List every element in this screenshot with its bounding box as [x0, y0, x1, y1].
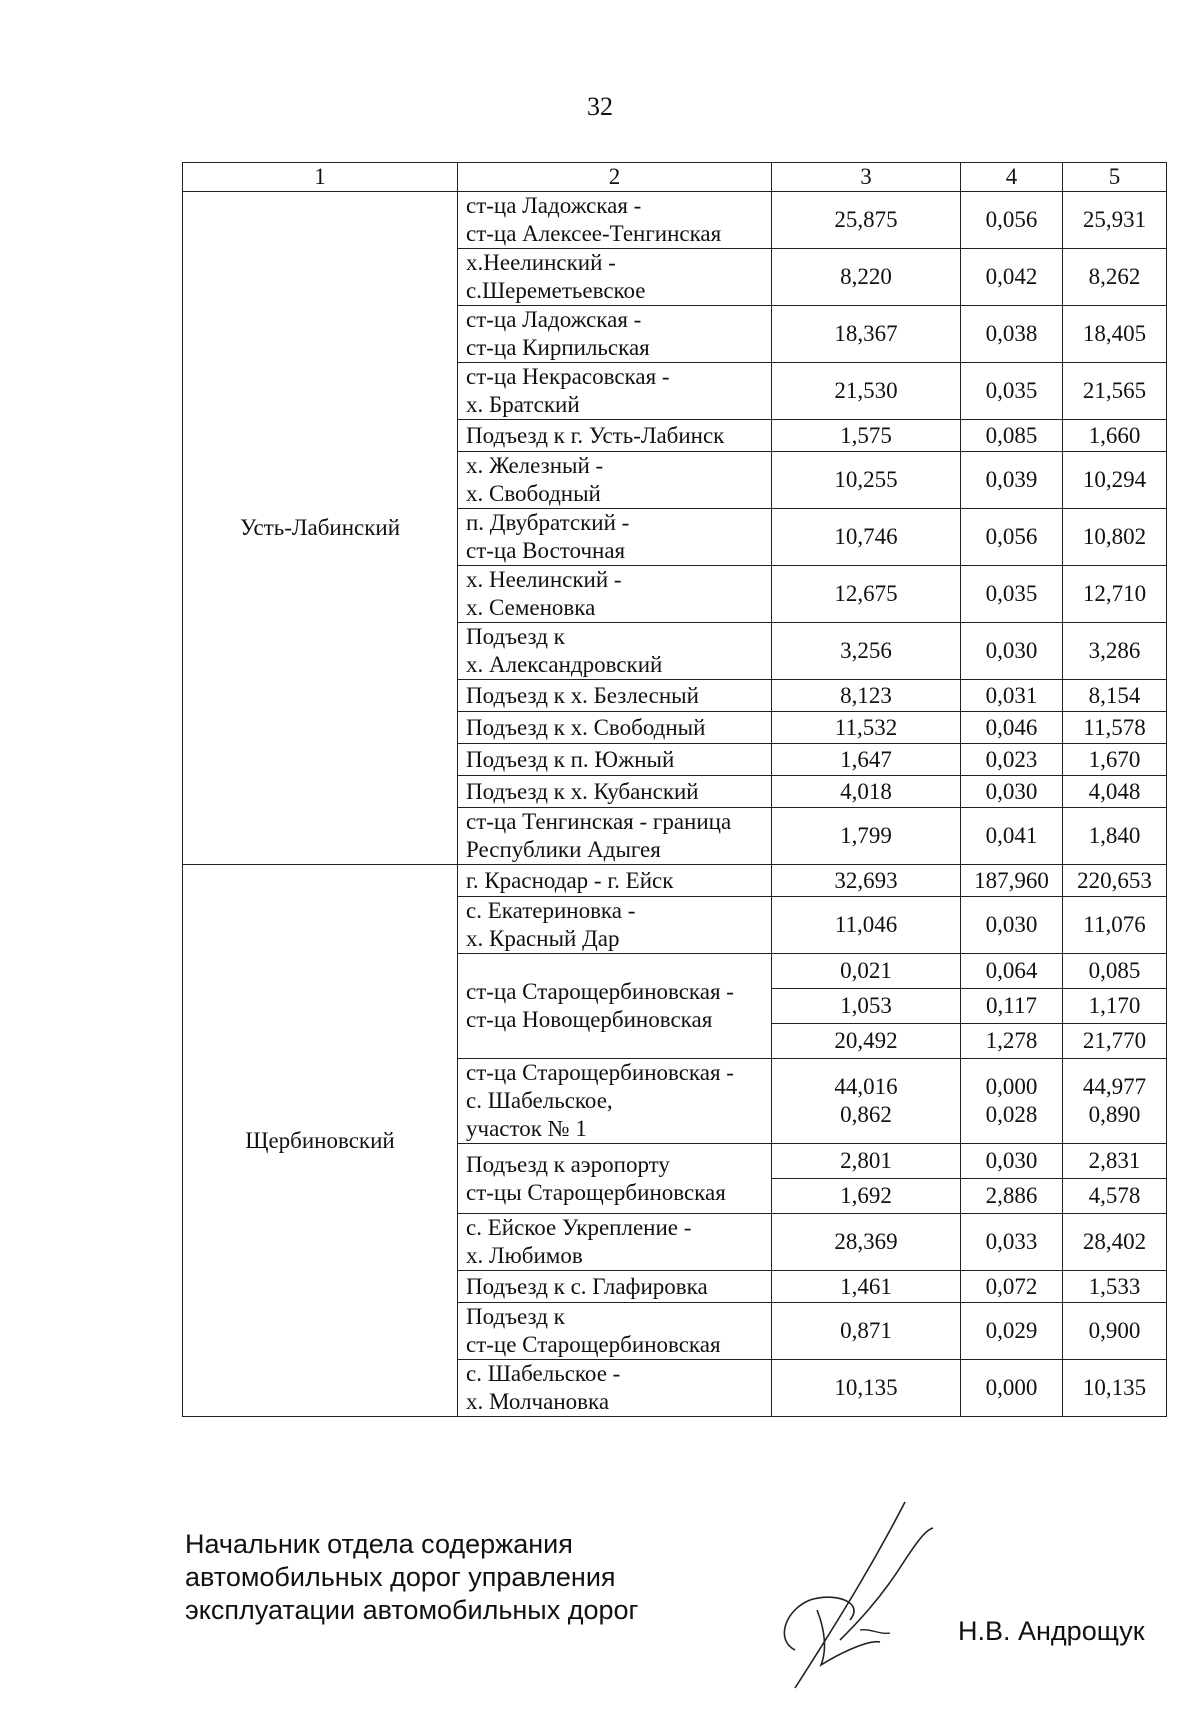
value: 10,135: [1082, 1375, 1147, 1400]
value: 1,647: [840, 746, 892, 772]
value-v4-cell: [961, 420, 1063, 452]
value-v4-cell: [961, 744, 1063, 776]
value-v5-cell: [1063, 420, 1167, 452]
value-v4-cell: [961, 897, 1063, 954]
value-v5-cell: [1063, 363, 1167, 420]
value-v5-cell: [1063, 1144, 1167, 1179]
road-name-line: Подъезд к: [466, 1304, 565, 1329]
value-v3-cell: [772, 865, 961, 897]
value-v3-cell: [772, 989, 961, 1024]
road-name-cell: [458, 1059, 772, 1144]
value: 0,029: [985, 1318, 1038, 1343]
value: 1,461: [840, 1273, 892, 1299]
road-name-line: ст-ца Некрасовская -: [466, 364, 670, 389]
value-v5-cell: [1063, 192, 1167, 249]
road-name-cell: [458, 1271, 772, 1303]
value: 1,670: [1088, 746, 1141, 772]
road-name-cell: [458, 192, 772, 249]
value: 220,653: [1077, 867, 1152, 893]
value: 0,039: [985, 467, 1038, 492]
value: 1,799: [840, 823, 892, 848]
road-name-line: Подъезд к х. Безлесный: [466, 682, 699, 708]
value-v4-cell: [961, 712, 1063, 744]
value: 4,048: [1088, 778, 1141, 804]
value-v4-cell: [961, 306, 1063, 363]
value: 10,135: [834, 1375, 898, 1400]
road-name-line: участок № 1: [466, 1116, 587, 1141]
value: 0,035: [985, 581, 1038, 606]
position-line: Начальник отдела содержания: [185, 1529, 573, 1559]
value-v4-cell: [961, 808, 1063, 865]
road-name-line: х. Братский: [466, 392, 580, 417]
value: 0,030: [985, 1148, 1038, 1173]
value-v5-cell: [1063, 776, 1167, 808]
value: 1,575: [840, 422, 892, 448]
road-name-cell: [458, 712, 772, 744]
value-v4-cell: [961, 680, 1063, 712]
value: 12,675: [834, 581, 898, 606]
road-name-line: ст-ца Тенгинская - граница: [466, 809, 732, 834]
roads-table: [182, 162, 1167, 1417]
road-name-line: с. Екатериновка -: [466, 898, 636, 923]
value: 0,056: [985, 207, 1038, 232]
handwritten-signature: [755, 1500, 955, 1690]
value-v5-cell: [1063, 452, 1167, 509]
value: 21,530: [834, 378, 898, 403]
road-name-line: г. Краснодар - г. Ейск: [466, 867, 674, 893]
value: 0,030: [985, 778, 1038, 804]
value-v5-cell: [1063, 1059, 1167, 1144]
value: 25,931: [1082, 207, 1147, 232]
road-name-line: Подъезд к аэропорту: [466, 1151, 670, 1177]
district-cell: Усть-Лабинский: [183, 192, 458, 865]
road-name-line: п. Двубратский -: [466, 510, 630, 535]
district-cell: Щербиновский: [183, 865, 458, 1417]
road-name-line: ст-це Старощербиновская: [466, 1332, 721, 1357]
value: 8,262: [1088, 264, 1141, 289]
value: 1,692: [840, 1183, 892, 1208]
value-v3-cell: [772, 680, 961, 712]
table-row: [183, 192, 1167, 249]
value: 1,170: [1088, 993, 1141, 1018]
value-v5-cell: [1063, 865, 1167, 897]
value: 28,369: [834, 1229, 898, 1254]
value-v4-cell: [961, 1214, 1063, 1271]
road-name-cell: [458, 954, 772, 1059]
value-v5-cell: [1063, 623, 1167, 680]
value: 11,046: [834, 912, 898, 937]
road-name-line: ст-ца Восточная: [466, 538, 626, 563]
road-name-line: х. Железный -: [466, 453, 604, 478]
value-v3-cell: [772, 1144, 961, 1179]
position-line: автомобильных дорог управления: [185, 1562, 616, 1592]
value: 10,294: [1082, 467, 1147, 492]
road-name-line: х. Красный Дар: [466, 926, 620, 951]
road-name-line: ст-ца Кирпильская: [466, 335, 650, 360]
road-name-line: ст-ца Алексее-Тенгинская: [466, 221, 722, 246]
value-v4-cell: [961, 989, 1063, 1024]
value-v3-cell: [772, 192, 961, 249]
value-v3-cell: [772, 566, 961, 623]
value-v5-cell: [1063, 1214, 1167, 1271]
road-name-cell: [458, 680, 772, 712]
road-name-line: х. Свободный: [466, 481, 601, 506]
value: 0,023: [985, 746, 1038, 772]
road-name-cell: [458, 897, 772, 954]
value: 0,031: [985, 682, 1038, 708]
value-v5-cell: [1063, 680, 1167, 712]
value-v4-cell: [961, 1024, 1063, 1059]
road-name-cell: [458, 566, 772, 623]
road-name-line: ст-ца Ладожская -: [466, 307, 642, 332]
value-v4-cell: [961, 776, 1063, 808]
value: 4,018: [840, 778, 892, 804]
value-v4-cell: [961, 1144, 1063, 1179]
value: 0,000: [985, 1375, 1038, 1400]
road-name-cell: [458, 776, 772, 808]
value-v4-cell: [961, 509, 1063, 566]
value-v5-cell: [1063, 1179, 1167, 1214]
value: 3,286: [1088, 638, 1141, 663]
value: 25,875: [834, 207, 898, 232]
value: 11,578: [1083, 714, 1146, 740]
value-v5-cell: [1063, 897, 1167, 954]
header-cell: 3: [772, 163, 961, 192]
value: 10,255: [834, 467, 898, 492]
value: 2,801: [840, 1148, 892, 1173]
value-v3-cell: [772, 1271, 961, 1303]
value-v4-cell: [961, 192, 1063, 249]
value: 32,693: [834, 867, 898, 893]
value-v4-cell: [961, 1271, 1063, 1303]
value-v5-cell: [1063, 989, 1167, 1024]
value: 11,076: [1083, 912, 1146, 937]
value-v3-cell: [772, 509, 961, 566]
value: 0,871: [840, 1318, 892, 1343]
road-name-line: х. Любимов: [466, 1243, 583, 1268]
value: 3,256: [840, 638, 892, 663]
header-cell: 2: [458, 163, 772, 192]
road-name-line: ст-ца Новощербиновская: [466, 1007, 713, 1032]
value: 0,042: [985, 264, 1038, 289]
value: 21,565: [1082, 378, 1147, 403]
value: 0,028: [985, 1102, 1038, 1127]
value: 0,030: [985, 638, 1038, 663]
value: 10,802: [1082, 524, 1147, 549]
value: 2,886: [985, 1183, 1038, 1208]
value-v5-cell: [1063, 712, 1167, 744]
road-name-line: х. Неелинский -: [466, 567, 622, 592]
value: 0,041: [985, 823, 1038, 848]
road-name-line: Подъезд к п. Южный: [466, 746, 675, 772]
value: 0,038: [985, 321, 1038, 346]
value-v4-cell: [961, 363, 1063, 420]
value-v3-cell: [772, 1024, 961, 1059]
road-name-cell: [458, 509, 772, 566]
road-name-cell: [458, 808, 772, 865]
road-name-line: х.Неелинский -: [466, 250, 616, 275]
table-row: [183, 865, 1167, 897]
road-name-cell: [458, 623, 772, 680]
road-name-cell: [458, 744, 772, 776]
road-name-cell: [458, 1144, 772, 1214]
value: 1,053: [840, 993, 892, 1018]
road-name-cell: [458, 306, 772, 363]
value: 44,977: [1082, 1074, 1147, 1099]
road-name-cell: [458, 1303, 772, 1360]
header-cell: 4: [961, 163, 1063, 192]
value: 0,072: [985, 1273, 1038, 1299]
value-v5-cell: [1063, 249, 1167, 306]
value: 0,085: [985, 422, 1038, 448]
value: 0,900: [1088, 1318, 1141, 1343]
value: 0,021: [840, 958, 892, 983]
value: 0,862: [840, 1102, 892, 1127]
value-v3-cell: [772, 1179, 961, 1214]
road-name-cell: [458, 865, 772, 897]
value-v3-cell: [772, 306, 961, 363]
value: 44,016: [834, 1074, 898, 1099]
value-v5-cell: [1063, 509, 1167, 566]
value-v3-cell: [772, 1059, 961, 1144]
value: 0,046: [985, 714, 1038, 740]
header-cell: 1: [183, 163, 458, 192]
road-name-cell: [458, 249, 772, 306]
road-name-line: Подъезд к х. Кубанский: [466, 778, 699, 804]
value-v5-cell: [1063, 954, 1167, 989]
road-name-cell: [458, 363, 772, 420]
value: 18,405: [1082, 321, 1147, 346]
value-v3-cell: [772, 363, 961, 420]
value-v3-cell: [772, 420, 961, 452]
value: 0,035: [985, 378, 1038, 403]
road-name-line: Подъезд к с. Глафировка: [466, 1273, 708, 1299]
value-v3-cell: [772, 452, 961, 509]
road-name-line: с. Шабельское -: [466, 1361, 621, 1386]
position-title: [185, 1528, 638, 1627]
value-v4-cell: [961, 1059, 1063, 1144]
value: 0,064: [985, 958, 1038, 983]
value-v4-cell: [961, 566, 1063, 623]
value-v5-cell: [1063, 808, 1167, 865]
value: 11,532: [834, 714, 898, 740]
value-v3-cell: [772, 1303, 961, 1360]
value: 28,402: [1082, 1229, 1147, 1254]
position-line: эксплуатации автомобильных дорог: [185, 1595, 639, 1625]
value-v4-cell: [961, 865, 1063, 897]
value-v4-cell: [961, 452, 1063, 509]
road-name-line: Подъезд к: [466, 624, 565, 649]
value-v5-cell: [1063, 744, 1167, 776]
value: 8,123: [840, 682, 892, 708]
value: 0,056: [985, 524, 1038, 549]
value-v3-cell: [772, 897, 961, 954]
value-v3-cell: [772, 954, 961, 989]
road-name-line: с.Шереметьевское: [466, 278, 646, 303]
value: 1,533: [1088, 1273, 1141, 1299]
value: 0,890: [1088, 1102, 1141, 1127]
value: 10,746: [834, 524, 898, 549]
header-cell: 5: [1063, 163, 1167, 192]
road-name-line: х. Семеновка: [466, 595, 596, 620]
road-name-cell: [458, 1360, 772, 1417]
road-name-line: с. Ейское Укрепление -: [466, 1215, 692, 1240]
value-v3-cell: [772, 776, 961, 808]
value-v4-cell: [961, 954, 1063, 989]
road-name-line: Подъезд к г. Усть-Лабинск: [466, 422, 725, 448]
road-name-line: ст-цы Старощербиновская: [466, 1179, 726, 1205]
value: 1,278: [985, 1028, 1038, 1053]
value-v4-cell: [961, 1303, 1063, 1360]
signer-name: Н.В. Андрощук: [958, 1616, 1145, 1646]
value: 0,085: [1088, 958, 1141, 983]
value-v5-cell: [1063, 1360, 1167, 1417]
value-v3-cell: [772, 808, 961, 865]
road-name-line: Республики Адыгея: [466, 837, 661, 862]
value-v4-cell: [961, 623, 1063, 680]
value: 18,367: [834, 321, 898, 346]
value: 8,220: [840, 264, 892, 289]
value-v5-cell: [1063, 1271, 1167, 1303]
value: 21,770: [1082, 1028, 1147, 1053]
road-name-line: с. Шабельское,: [466, 1088, 613, 1113]
page-number: 32: [587, 92, 613, 121]
value-v5-cell: [1063, 1303, 1167, 1360]
value-v3-cell: [772, 1214, 961, 1271]
value-v5-cell: [1063, 1024, 1167, 1059]
road-name-cell: [458, 420, 772, 452]
value: 12,710: [1082, 581, 1147, 606]
value: 20,492: [834, 1028, 898, 1053]
road-name-line: ст-ца Ладожская -: [466, 193, 642, 218]
value: 0,030: [985, 912, 1038, 937]
road-name-cell: [458, 1214, 772, 1271]
value: 187,960: [974, 867, 1049, 893]
value-v5-cell: [1063, 566, 1167, 623]
value-v4-cell: [961, 249, 1063, 306]
road-name-cell: [458, 452, 772, 509]
value: 0,033: [985, 1229, 1038, 1254]
value-v3-cell: [772, 249, 961, 306]
value: 0,000: [985, 1074, 1038, 1099]
value: 2,831: [1088, 1148, 1141, 1173]
value: 4,578: [1088, 1183, 1141, 1208]
value: 0,117: [986, 993, 1037, 1018]
value-v5-cell: [1063, 306, 1167, 363]
value: 1,660: [1088, 422, 1141, 448]
road-name-line: ст-ца Старощербиновская -: [466, 1060, 734, 1085]
value: 1,840: [1088, 823, 1141, 848]
value: 8,154: [1088, 682, 1141, 708]
road-name-line: ст-ца Старощербиновская -: [466, 979, 734, 1004]
value-v3-cell: [772, 1360, 961, 1417]
header-row: [183, 163, 1167, 192]
value-v3-cell: [772, 744, 961, 776]
road-name-line: х. Молчановка: [466, 1389, 610, 1414]
road-name-line: х. Александровский: [466, 652, 663, 677]
value-v3-cell: [772, 623, 961, 680]
value-v4-cell: [961, 1360, 1063, 1417]
value-v3-cell: [772, 712, 961, 744]
road-name-line: Подъезд к х. Свободный: [466, 714, 706, 740]
value-v4-cell: [961, 1179, 1063, 1214]
